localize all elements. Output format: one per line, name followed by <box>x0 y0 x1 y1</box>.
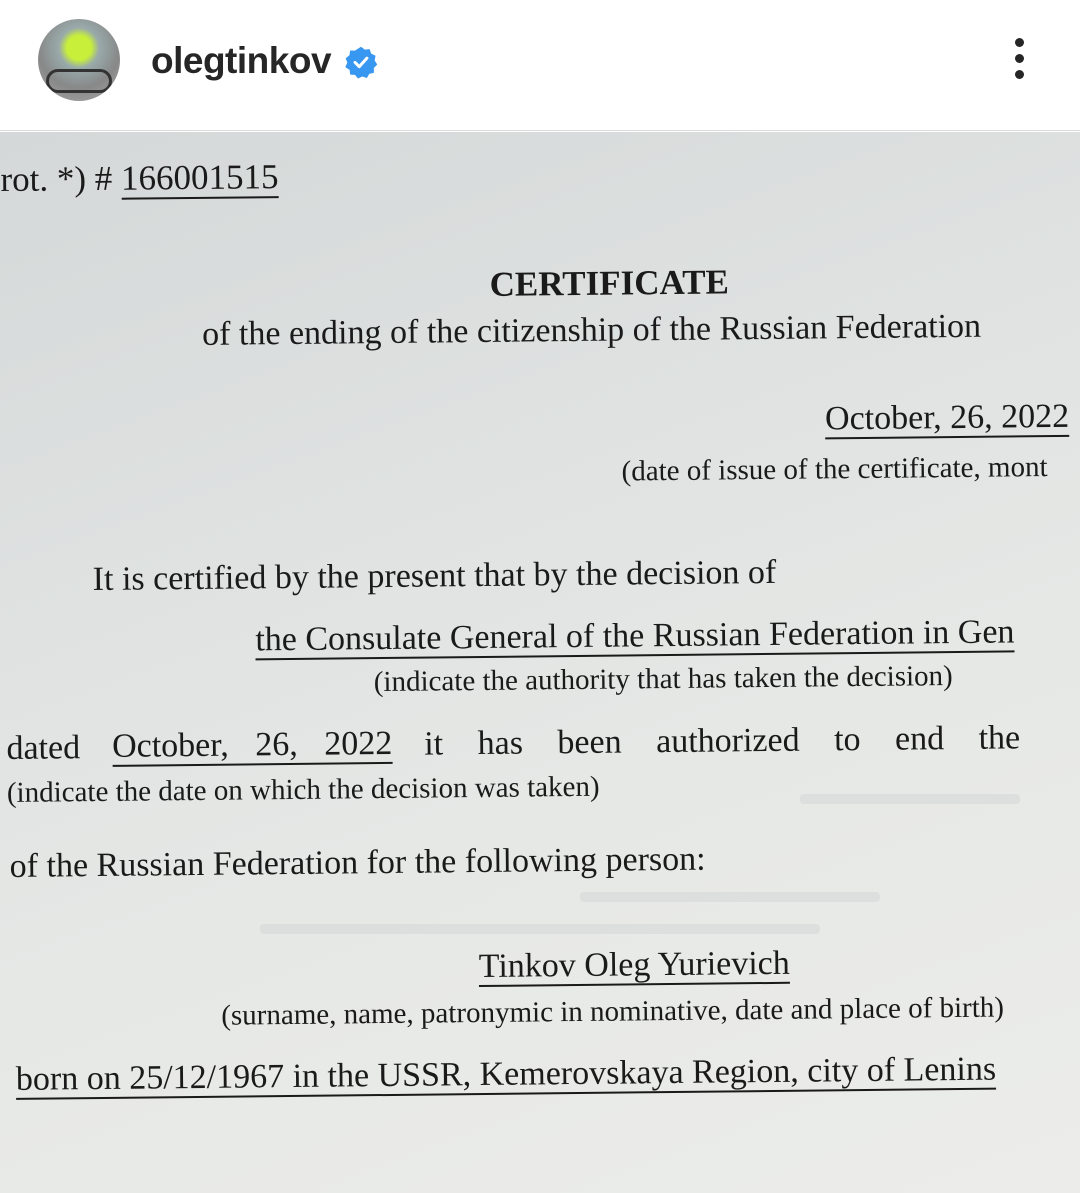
certificate-document <box>0 132 1080 1193</box>
person-name: Tinkov Oleg Yurievich <box>478 944 790 986</box>
number-prefix: rot. *) # <box>0 158 122 199</box>
dated-label: dated <box>6 729 81 767</box>
person-caption: (surname, name, patronymic in nominative, date and place of birth) <box>221 991 1005 1032</box>
intro-text: It is certified by the present that by the decision of <box>92 553 777 599</box>
authority-caption: (indicate the authority that has taken the decision) <box>373 660 953 699</box>
dated-rest: it has been authorized to end the <box>424 719 1021 763</box>
certificate-subtitle: of the ending of the citizenship of the Russian Federation <box>201 307 982 353</box>
issue-date: October, 26, 2022 <box>824 397 1070 438</box>
certificate-number-line <box>0 157 278 200</box>
decision-date: October, 26, 2022 <box>111 724 393 765</box>
verified-badge-icon <box>344 45 378 79</box>
issue-date-caption: (date of issue of the certificate, mont <box>621 451 1048 488</box>
more-options-button[interactable] <box>1003 38 1035 86</box>
authority-text: the Consulate General of the Russian Federation in Gen <box>255 613 1015 659</box>
certificate-number: 166001515 <box>120 157 279 198</box>
dated-line <box>6 718 1080 768</box>
avatar[interactable] <box>38 19 120 101</box>
person-intro: of the Russian Federation for the following person: <box>9 840 706 885</box>
bicycle-icon <box>46 69 112 93</box>
certificate-title: CERTIFICATE <box>489 262 730 304</box>
birth-details: born on 25/12/1967 in the USSR, Kemerovskaya Region, city of Lenins <box>15 1050 997 1098</box>
username[interactable]: olegtinkov <box>151 40 332 81</box>
decision-date-caption: (indicate the date on which the decision was taken) <box>6 770 600 809</box>
post-header <box>0 0 1080 131</box>
post-photo[interactable] <box>0 132 1080 1193</box>
